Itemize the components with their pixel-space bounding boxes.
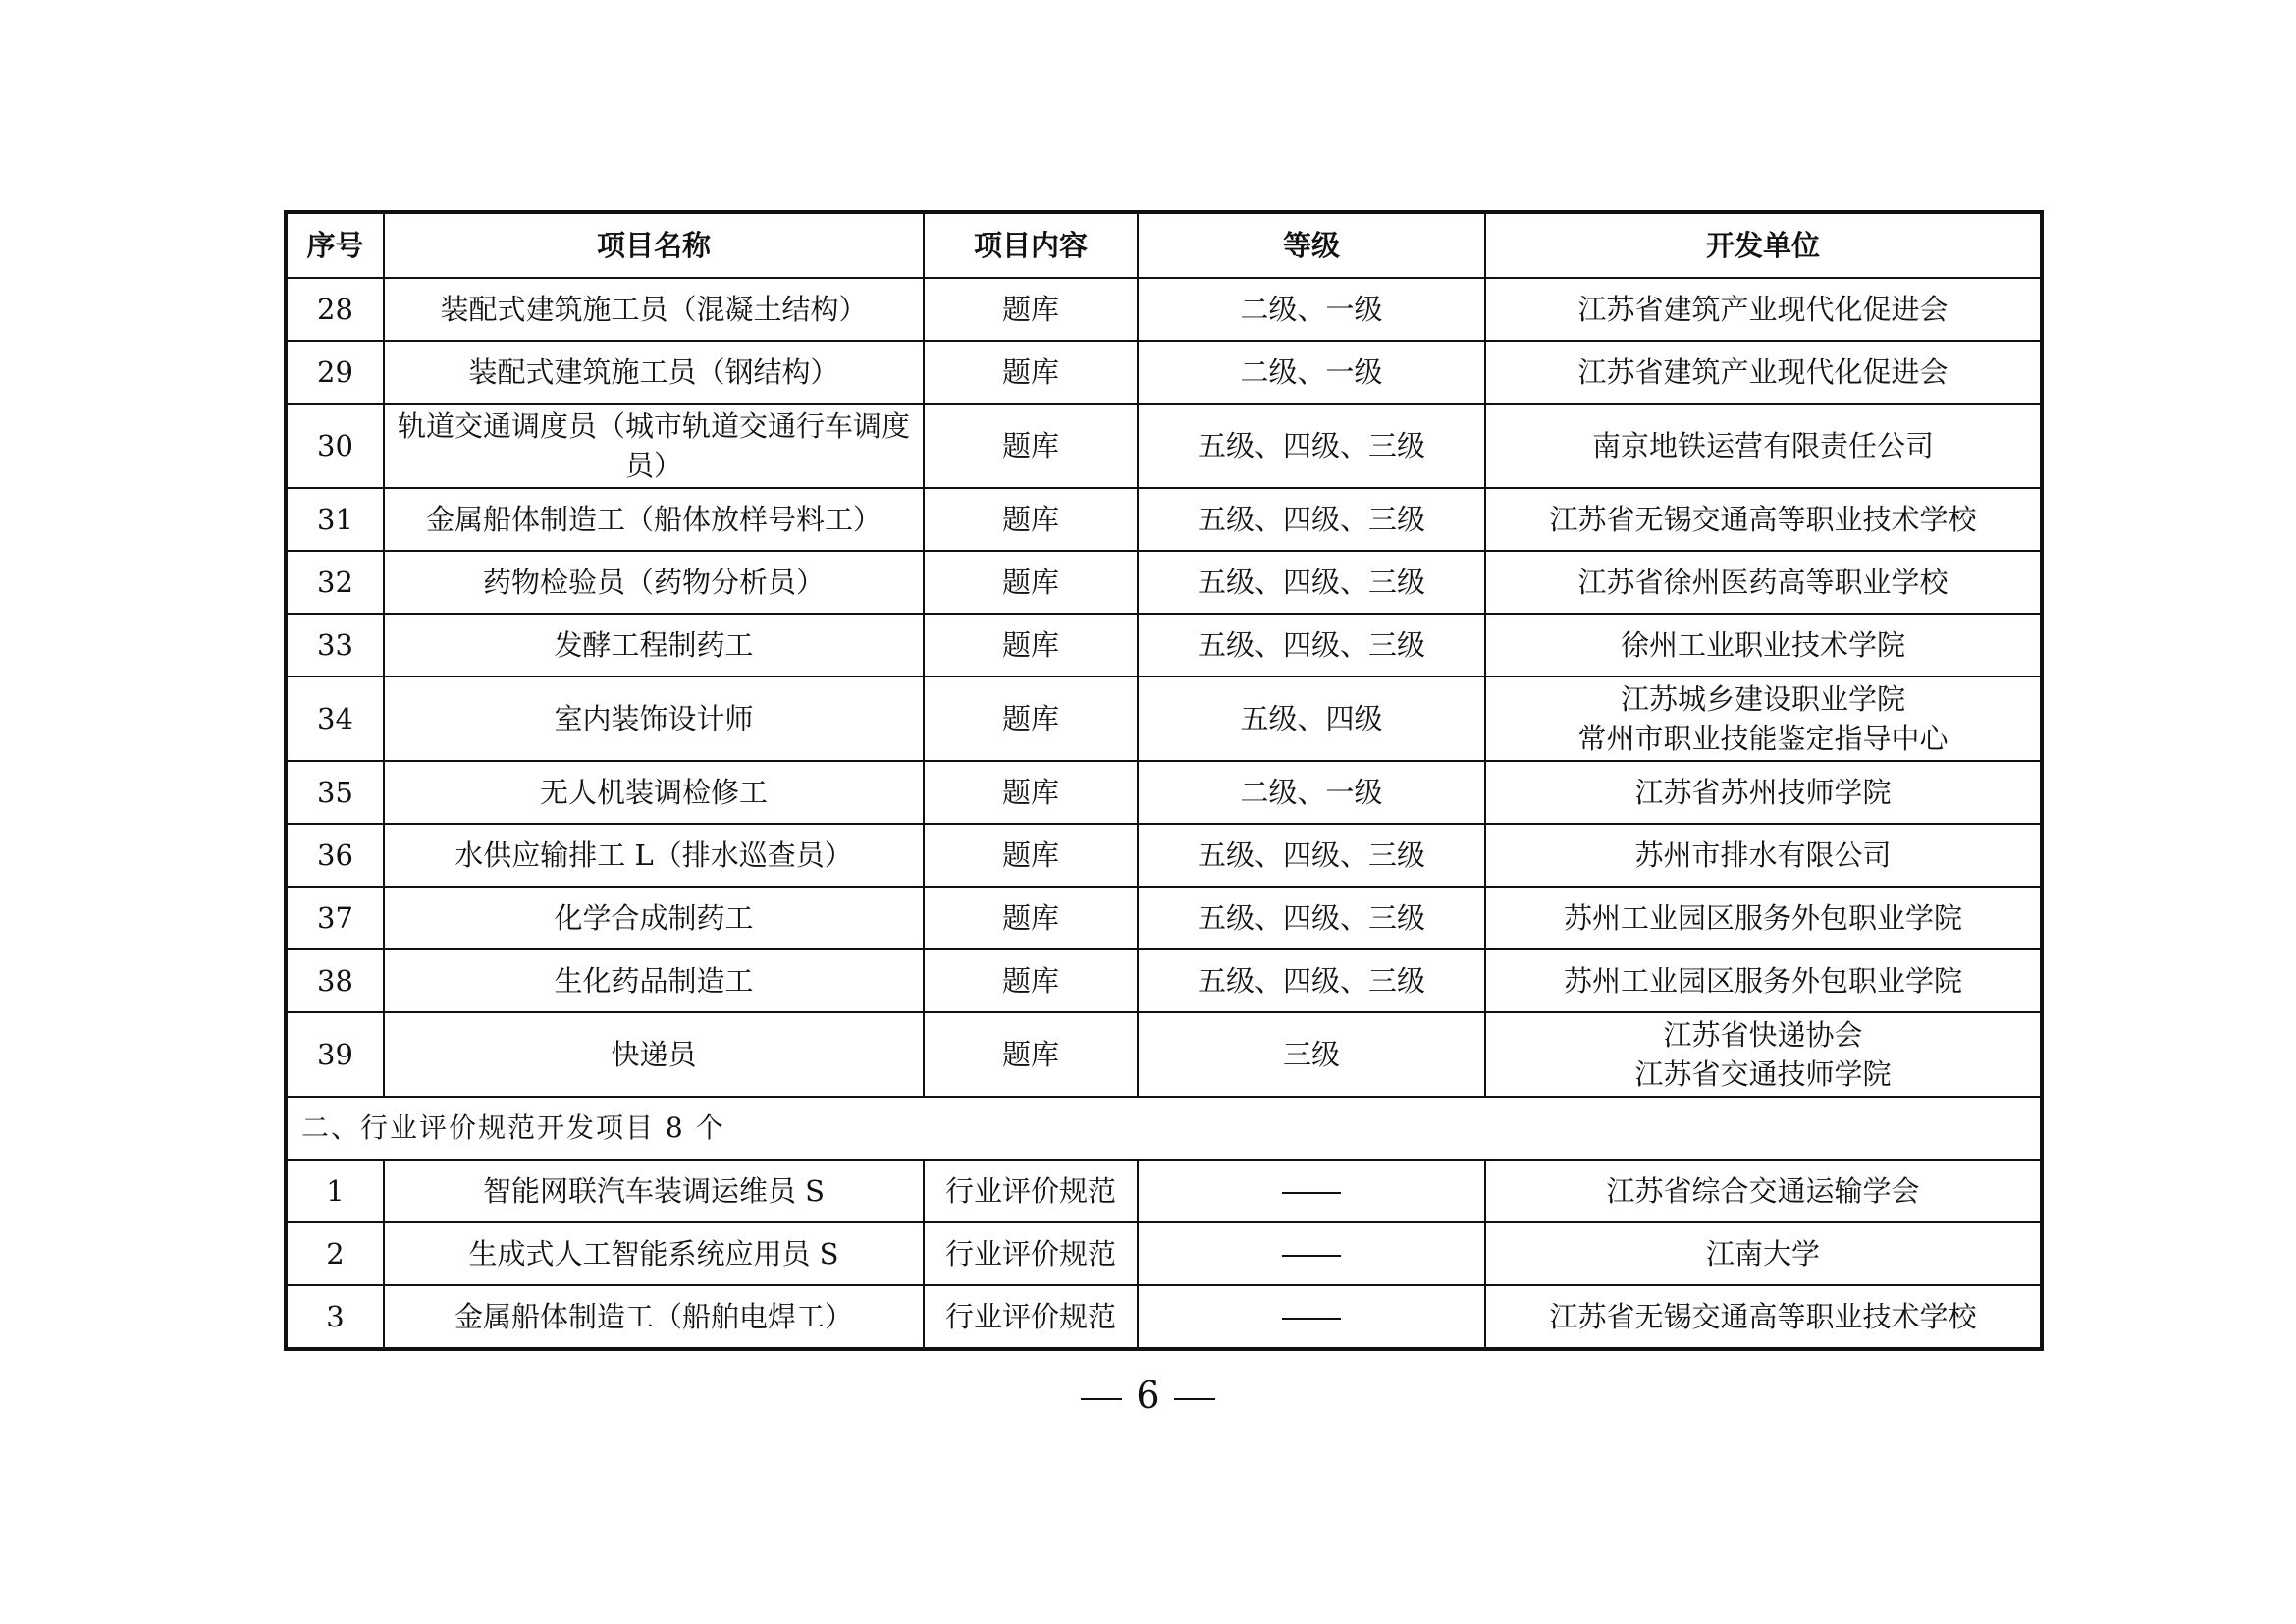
header-level: 等级 [1138, 212, 1485, 278]
cell-serial: 37 [286, 887, 384, 949]
cell-name: 药物检验员（药物分析员） [384, 551, 924, 614]
dash-mark [1282, 1255, 1341, 1257]
cell-unit: 江苏省综合交通运输学会 [1485, 1160, 2042, 1222]
cell-unit: 南京地铁运营有限责任公司 [1485, 404, 2042, 488]
cell-level: 二级、一级 [1138, 278, 1485, 341]
cell-unit [1485, 1012, 2042, 1097]
cell-name: 生化药品制造工 [384, 949, 924, 1012]
cell-serial: 39 [286, 1012, 384, 1097]
table-row [286, 614, 2042, 677]
cell-name: 发酵工程制药工 [384, 614, 924, 677]
cell-level: 五级、四级、三级 [1138, 824, 1485, 887]
cell-unit: 徐州工业职业技术学院 [1485, 614, 2042, 677]
cell-serial: 33 [286, 614, 384, 677]
section-heading-row [286, 1097, 2042, 1160]
table-row [286, 278, 2042, 341]
cell-content: 题库 [924, 278, 1138, 341]
cell-level: 二级、一级 [1138, 761, 1485, 824]
cell-serial: 1 [286, 1160, 384, 1222]
table-row [286, 824, 2042, 887]
table-header-row [286, 212, 2042, 278]
cell-level: 五级、四级、三级 [1138, 488, 1485, 551]
cell-serial: 30 [286, 404, 384, 488]
cell-unit: 江南大学 [1485, 1222, 2042, 1285]
cell-unit: 江苏省建筑产业现代化促进会 [1485, 341, 2042, 404]
cell-content: 行业评价规范 [924, 1285, 1138, 1349]
table-row [286, 887, 2042, 949]
cell-name: 快递员 [384, 1012, 924, 1097]
cell-level: 五级、四级 [1138, 677, 1485, 761]
cell-serial: 34 [286, 677, 384, 761]
cell-unit: 江苏省建筑产业现代化促进会 [1485, 278, 2042, 341]
cell-unit: 江苏省无锡交通高等职业技术学校 [1485, 1285, 2042, 1349]
cell-level: 五级、四级、三级 [1138, 887, 1485, 949]
cell-content: 题库 [924, 488, 1138, 551]
cell-name [384, 404, 924, 488]
cell-serial: 28 [286, 278, 384, 341]
cell-serial: 32 [286, 551, 384, 614]
cell-serial: 38 [286, 949, 384, 1012]
cell-name: 化学合成制药工 [384, 887, 924, 949]
dash-mark [1282, 1318, 1341, 1320]
cell-unit: 江苏省苏州技师学院 [1485, 761, 2042, 824]
cell-unit: 江苏省无锡交通高等职业技术学校 [1485, 488, 2042, 551]
table-row [286, 404, 2042, 488]
page-number-left-dash [1081, 1398, 1122, 1400]
cell-unit [1485, 677, 2042, 761]
cell-unit-line1: 江苏城乡建设职业学院 [1620, 682, 1905, 716]
cell-content: 行业评价规范 [924, 1222, 1138, 1285]
cell-name: 装配式建筑施工员（混凝土结构） [384, 278, 924, 341]
cell-unit-line2: 常州市职业技能鉴定指导中心 [1577, 722, 1949, 755]
cell-level [1138, 1285, 1485, 1349]
cell-level: 五级、四级、三级 [1138, 949, 1485, 1012]
header-serial-number: 序号 [286, 212, 384, 278]
cell-name: 无人机装调检修工 [384, 761, 924, 824]
table-row [286, 1285, 2042, 1349]
cell-level [1138, 1160, 1485, 1222]
cell-level [1138, 1222, 1485, 1285]
cell-serial: 31 [286, 488, 384, 551]
cell-unit: 苏州市排水有限公司 [1485, 824, 2042, 887]
cell-content: 题库 [924, 761, 1138, 824]
cell-unit: 苏州工业园区服务外包职业学院 [1485, 949, 2042, 1012]
cell-unit-line1: 江苏省快递协会 [1663, 1018, 1863, 1052]
cell-name: 智能网联汽车装调运维员 S [384, 1160, 924, 1222]
cell-content: 题库 [924, 341, 1138, 404]
cell-level: 三级 [1138, 1012, 1485, 1097]
cell-content: 题库 [924, 404, 1138, 488]
page-number-value: 6 [1136, 1374, 1160, 1417]
cell-name: 金属船体制造工（船体放样号料工） [384, 488, 924, 551]
cell-content: 题库 [924, 887, 1138, 949]
cell-serial: 3 [286, 1285, 384, 1349]
cell-unit: 苏州工业园区服务外包职业学院 [1485, 887, 2042, 949]
cell-unit-line2: 江苏省交通技师学院 [1634, 1057, 1892, 1091]
table-row [286, 1222, 2042, 1285]
cell-content: 题库 [924, 824, 1138, 887]
cell-content: 题库 [924, 949, 1138, 1012]
cell-content: 题库 [924, 1012, 1138, 1097]
cell-content: 题库 [924, 551, 1138, 614]
cell-unit: 江苏省徐州医药高等职业学校 [1485, 551, 2042, 614]
cell-name: 金属船体制造工（船舶电焊工） [384, 1285, 924, 1349]
header-project-content: 项目内容 [924, 212, 1138, 278]
table-row [286, 341, 2042, 404]
cell-name: 装配式建筑施工员（钢结构） [384, 341, 924, 404]
cell-name: 室内装饰设计师 [384, 677, 924, 761]
table-row [286, 761, 2042, 824]
dash-mark [1282, 1192, 1341, 1194]
cell-content: 行业评价规范 [924, 1160, 1138, 1222]
cell-name-line1: 轨道交通调度员（城市轨道交通行车调度 [397, 409, 910, 443]
section-heading: 二、行业评价规范开发项目 8 个 [286, 1097, 2042, 1160]
cell-level: 二级、一级 [1138, 341, 1485, 404]
page-number [0, 1371, 2296, 1420]
cell-level: 五级、四级、三级 [1138, 551, 1485, 614]
table-row [286, 677, 2042, 761]
page-number-right-dash [1174, 1398, 1215, 1400]
header-project-name: 项目名称 [384, 212, 924, 278]
table-row [286, 1160, 2042, 1222]
cell-name-line2: 员） [624, 449, 682, 482]
cell-name: 生成式人工智能系统应用员 S [384, 1222, 924, 1285]
cell-content: 题库 [924, 614, 1138, 677]
cell-serial: 36 [286, 824, 384, 887]
cell-level: 五级、四级、三级 [1138, 614, 1485, 677]
cell-name: 水供应输排工 L（排水巡查员） [384, 824, 924, 887]
table-row [286, 949, 2042, 1012]
project-table [284, 210, 2044, 1351]
table-row [286, 488, 2042, 551]
cell-content: 题库 [924, 677, 1138, 761]
cell-serial: 29 [286, 341, 384, 404]
table-row [286, 551, 2042, 614]
cell-serial: 35 [286, 761, 384, 824]
header-developer-unit: 开发单位 [1485, 212, 2042, 278]
cell-level: 五级、四级、三级 [1138, 404, 1485, 488]
table-row [286, 1012, 2042, 1097]
cell-serial: 2 [286, 1222, 384, 1285]
